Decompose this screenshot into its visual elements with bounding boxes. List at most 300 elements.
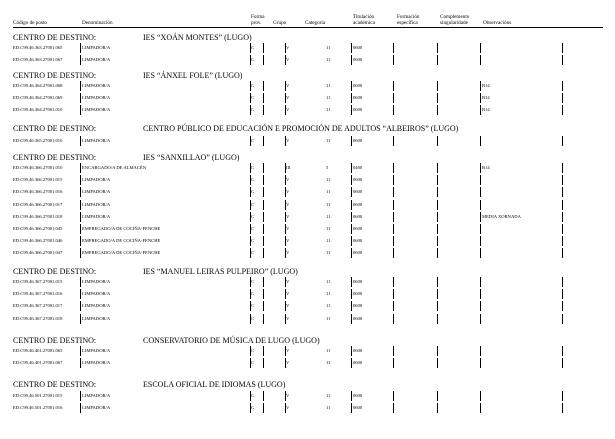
column-divider bbox=[480, 200, 481, 210]
post-code: ED.C99.46.366.27001.017 bbox=[13, 201, 63, 207]
column-divider bbox=[351, 358, 352, 368]
post-titulacion: 0600 bbox=[353, 393, 363, 398]
post-grupo: V bbox=[286, 83, 290, 88]
post-categoria: 11 bbox=[326, 250, 331, 256]
post-row bbox=[13, 357, 603, 369]
column-divider bbox=[562, 224, 563, 234]
post-grupo: V bbox=[286, 303, 290, 309]
post-forma-prov: C bbox=[251, 393, 255, 398]
column-divider bbox=[562, 187, 563, 197]
column-divider bbox=[263, 314, 264, 324]
post-grupo: V bbox=[286, 348, 290, 353]
column-divider bbox=[80, 187, 81, 197]
post-categoria: 11 bbox=[326, 360, 331, 366]
column-divider bbox=[480, 175, 481, 185]
column-divider bbox=[393, 236, 394, 246]
column-divider bbox=[437, 81, 438, 91]
post-denomination: LIMPADOR/A bbox=[82, 57, 111, 63]
column-divider bbox=[393, 81, 394, 91]
column-divider bbox=[480, 314, 481, 324]
column-divider bbox=[562, 43, 563, 53]
post-row bbox=[13, 42, 603, 54]
column-divider bbox=[80, 391, 81, 401]
post-grupo: V bbox=[286, 177, 290, 183]
header-forma-line1: Forma bbox=[251, 14, 265, 20]
column-divider bbox=[263, 301, 264, 311]
post-forma-prov: C bbox=[251, 303, 255, 309]
post-code: ED.C99.46.366.27001.016 bbox=[13, 189, 63, 195]
post-titulacion: 0600 bbox=[353, 226, 363, 231]
post-denomination: LIMPADOR/A bbox=[82, 348, 111, 353]
post-titulacion: 0600 bbox=[353, 201, 363, 207]
post-grupo: V bbox=[286, 250, 290, 256]
column-divider bbox=[263, 346, 264, 356]
column-divider bbox=[437, 55, 438, 65]
column-divider bbox=[437, 187, 438, 197]
column-divider bbox=[263, 289, 264, 299]
post-titulacion: 0600 bbox=[353, 45, 363, 50]
post-titulacion: 0600 bbox=[353, 95, 363, 101]
column-divider bbox=[351, 105, 352, 115]
center-name: ESCOLA OFICIAL DE IDIOMAS (LUGO) bbox=[143, 380, 286, 389]
post-titulacion: 0600 bbox=[353, 250, 363, 256]
center-heading bbox=[13, 153, 603, 162]
post-row bbox=[13, 135, 603, 147]
post-denomination: LIMPADOR/A bbox=[82, 201, 111, 207]
post-titulacion: 0600 bbox=[353, 107, 363, 113]
post-row bbox=[13, 211, 603, 223]
column-divider bbox=[351, 236, 352, 246]
post-denomination: LIMPADOR/A bbox=[82, 45, 111, 50]
center-heading bbox=[13, 71, 603, 80]
post-forma-prov: C bbox=[251, 189, 255, 195]
post-titulacion: 0600 bbox=[353, 238, 363, 244]
post-titulacion: 0600 bbox=[353, 83, 363, 88]
column-divider bbox=[263, 236, 264, 246]
post-grupo: V bbox=[286, 360, 290, 366]
post-grupo: V bbox=[286, 405, 290, 411]
post-forma-prov: C bbox=[251, 201, 255, 207]
post-categoria: 11 bbox=[326, 303, 331, 309]
center-label: CENTRO DE DESTINO: bbox=[13, 380, 97, 389]
column-divider bbox=[437, 289, 438, 299]
post-forma-prov: C bbox=[251, 57, 255, 63]
center-label: CENTRO DE DESTINO: bbox=[13, 33, 97, 42]
column-divider bbox=[480, 93, 481, 103]
center-name: IES “ÁNXEL FOLE” (LUGO) bbox=[143, 71, 243, 80]
post-grupo: V bbox=[286, 393, 290, 398]
post-row bbox=[13, 199, 603, 211]
post-row bbox=[13, 104, 603, 116]
column-divider bbox=[393, 55, 394, 65]
column-divider bbox=[480, 391, 481, 401]
column-divider bbox=[393, 163, 394, 173]
post-code: ED.C99.46.366.27001.015 bbox=[13, 177, 63, 183]
post-code: ED.C99.46.366.27001.018 bbox=[13, 213, 63, 219]
column-divider bbox=[437, 93, 438, 103]
post-forma-prov: C bbox=[251, 250, 255, 256]
post-forma-prov: C bbox=[251, 226, 255, 231]
post-grupo: V bbox=[286, 226, 290, 231]
column-divider bbox=[80, 81, 81, 91]
column-divider bbox=[437, 224, 438, 234]
post-titulacion: 0600 bbox=[353, 279, 363, 284]
post-categoria: 11 bbox=[326, 315, 331, 321]
post-row bbox=[13, 235, 603, 247]
center-label: CENTRO DE DESTINO: bbox=[13, 267, 97, 276]
post-code: ED.C99.46.367.27001.016 bbox=[13, 291, 63, 297]
post-forma-prov: C bbox=[251, 45, 255, 50]
column-divider bbox=[437, 277, 438, 287]
header-codigo: Código de posto bbox=[13, 20, 48, 26]
post-forma-prov: C bbox=[251, 279, 255, 284]
header-complemento-line1: Complemento bbox=[440, 14, 470, 20]
post-code: ED.C99.46.365.27001.010 bbox=[13, 138, 63, 143]
post-forma-prov: C bbox=[251, 83, 255, 88]
column-divider bbox=[480, 187, 481, 197]
post-denomination: LIMPADOR/A bbox=[82, 303, 111, 309]
header-titulacion-line1: Titulación bbox=[353, 14, 375, 20]
column-divider bbox=[351, 391, 352, 401]
column-divider bbox=[480, 289, 481, 299]
center-label: CENTRO DE DESTINO: bbox=[13, 71, 97, 80]
column-divider bbox=[393, 403, 394, 413]
post-code: ED.C99.46.401.27001.065 bbox=[13, 348, 63, 353]
column-divider bbox=[393, 93, 394, 103]
post-code: ED.C99.46.367.27001.018 bbox=[13, 315, 63, 321]
column-divider bbox=[80, 136, 81, 146]
post-categoria: 11 bbox=[326, 279, 331, 284]
post-titulacion: 0600 bbox=[353, 177, 363, 183]
post-titulacion: 0400 bbox=[353, 165, 363, 170]
column-divider bbox=[480, 236, 481, 246]
post-grupo: III bbox=[286, 165, 291, 170]
column-divider bbox=[562, 212, 563, 222]
column-divider bbox=[80, 224, 81, 234]
column-divider bbox=[562, 136, 563, 146]
column-divider bbox=[437, 314, 438, 324]
column-divider bbox=[437, 175, 438, 185]
post-code: ED.C99.46.367.27001.017 bbox=[13, 303, 63, 309]
post-observaciones: B14 bbox=[482, 165, 490, 170]
column-divider bbox=[480, 403, 481, 413]
post-grupo: V bbox=[286, 201, 290, 207]
center-name: CENTRO PÚBLICO DE EDUCACIÓN E PROMOCIÓN DE ADULTOS “ALBEIROS” (LUGO) bbox=[143, 124, 459, 133]
post-categoria: 11 bbox=[326, 393, 331, 398]
header-formacion-line2: específica bbox=[397, 20, 418, 26]
post-denomination: LIMPADOR/A bbox=[82, 95, 111, 101]
post-titulacion: 0600 bbox=[353, 315, 363, 321]
post-row bbox=[13, 186, 603, 198]
post-row bbox=[13, 390, 603, 402]
column-divider bbox=[80, 358, 81, 368]
post-denomination: LIMPADOR/A bbox=[82, 393, 111, 398]
post-denomination: LIMPADOR/A bbox=[82, 138, 111, 143]
column-divider bbox=[480, 248, 481, 258]
center-heading bbox=[13, 336, 603, 345]
post-forma-prov: C bbox=[251, 213, 255, 219]
column-divider bbox=[80, 163, 81, 173]
column-divider bbox=[393, 136, 394, 146]
column-divider bbox=[351, 175, 352, 185]
center-label: CENTRO DE DESTINO: bbox=[13, 124, 97, 133]
column-divider bbox=[80, 289, 81, 299]
post-categoria: 11 bbox=[326, 213, 331, 219]
column-divider bbox=[80, 93, 81, 103]
column-divider bbox=[351, 187, 352, 197]
column-divider bbox=[393, 212, 394, 222]
post-forma-prov: C bbox=[251, 138, 255, 143]
post-observaciones: B14 bbox=[482, 95, 490, 101]
column-divider bbox=[351, 93, 352, 103]
post-categoria: 11 bbox=[326, 57, 331, 63]
post-code: ED.C99.46.366.27001.045 bbox=[13, 226, 63, 231]
column-divider bbox=[263, 224, 264, 234]
column-divider bbox=[437, 136, 438, 146]
post-row bbox=[13, 80, 603, 92]
post-grupo: V bbox=[286, 107, 290, 113]
post-denomination: LIMPADOR/A bbox=[82, 83, 111, 88]
column-divider bbox=[263, 81, 264, 91]
post-forma-prov: C bbox=[251, 238, 255, 244]
post-row bbox=[13, 92, 603, 104]
post-denomination: EMPREGADO/A DE COCIÑA-FENCHE bbox=[82, 250, 161, 256]
column-divider bbox=[351, 289, 352, 299]
post-titulacion: 0600 bbox=[353, 189, 363, 195]
column-divider bbox=[351, 301, 352, 311]
column-divider bbox=[562, 105, 563, 115]
center-heading bbox=[13, 267, 603, 276]
column-divider bbox=[437, 358, 438, 368]
column-divider bbox=[393, 175, 394, 185]
column-divider bbox=[263, 403, 264, 413]
column-divider bbox=[80, 175, 81, 185]
center-name: IES “SANXILLAO” (LUGO) bbox=[143, 153, 240, 162]
post-grupo: V bbox=[286, 213, 290, 219]
column-divider bbox=[393, 187, 394, 197]
post-forma-prov: C bbox=[251, 315, 255, 321]
post-titulacion: 0600 bbox=[353, 57, 363, 63]
column-divider bbox=[263, 187, 264, 197]
column-divider bbox=[437, 105, 438, 115]
post-row bbox=[13, 247, 603, 259]
post-forma-prov: C bbox=[251, 360, 255, 366]
column-divider bbox=[393, 200, 394, 210]
post-row bbox=[13, 276, 603, 288]
column-divider bbox=[437, 43, 438, 53]
column-divider bbox=[351, 136, 352, 146]
column-divider bbox=[263, 105, 264, 115]
post-code: ED.C99.46.367.27001.015 bbox=[13, 279, 63, 284]
column-divider bbox=[351, 403, 352, 413]
post-row bbox=[13, 313, 603, 325]
center-label: CENTRO DE DESTINO: bbox=[13, 336, 97, 345]
column-divider bbox=[562, 248, 563, 258]
header-grupo: Grupo bbox=[273, 20, 287, 26]
column-divider bbox=[351, 248, 352, 258]
column-divider bbox=[263, 248, 264, 258]
column-divider bbox=[480, 136, 481, 146]
column-divider bbox=[480, 81, 481, 91]
column-divider bbox=[393, 391, 394, 401]
column-divider bbox=[562, 358, 563, 368]
column-divider bbox=[80, 105, 81, 115]
post-grupo: V bbox=[286, 189, 290, 195]
column-divider bbox=[351, 200, 352, 210]
post-denomination: EMPREGADO/A DE COCIÑA-FENCHE bbox=[82, 238, 161, 244]
post-denomination: LIMPADOR/A bbox=[82, 291, 111, 297]
header-denominacion: Denominación bbox=[82, 20, 113, 26]
post-titulacion: 0600 bbox=[353, 405, 363, 411]
column-divider bbox=[263, 212, 264, 222]
post-code: ED.C99.46.363.27001.067 bbox=[13, 57, 63, 63]
post-denomination: EMPREGADO/A DE COCIÑA-FENCHE bbox=[82, 226, 161, 231]
post-grupo: V bbox=[286, 57, 290, 63]
column-divider bbox=[393, 301, 394, 311]
post-titulacion: 0600 bbox=[353, 348, 363, 353]
column-divider bbox=[437, 163, 438, 173]
column-divider bbox=[351, 212, 352, 222]
post-code: ED.C99.46.501.27001.016 bbox=[13, 405, 63, 411]
post-categoria: 11 bbox=[326, 95, 331, 101]
post-row bbox=[13, 174, 603, 186]
post-code: ED.C99.46.363.27001.065 bbox=[13, 45, 63, 50]
post-denomination: LIMPADOR/A bbox=[82, 189, 111, 195]
post-denomination: LIMPADOR/A bbox=[82, 213, 111, 219]
column-divider bbox=[480, 346, 481, 356]
column-divider bbox=[351, 43, 352, 53]
column-divider bbox=[80, 55, 81, 65]
post-categoria: 11 bbox=[326, 348, 331, 353]
column-divider bbox=[393, 224, 394, 234]
column-divider bbox=[263, 358, 264, 368]
post-denomination: LIMPADOR/A bbox=[82, 405, 111, 411]
column-divider bbox=[480, 358, 481, 368]
column-divider bbox=[562, 236, 563, 246]
center-name: IES “MANUEL LEIRAS PULPEIRO” (LUGO) bbox=[143, 267, 298, 276]
column-divider bbox=[480, 163, 481, 173]
column-divider bbox=[393, 314, 394, 324]
column-divider bbox=[80, 314, 81, 324]
post-titulacion: 0600 bbox=[353, 360, 363, 366]
column-divider bbox=[562, 175, 563, 185]
post-row bbox=[13, 345, 603, 357]
column-divider bbox=[562, 314, 563, 324]
post-denomination: LIMPADOR/A bbox=[82, 177, 111, 183]
post-titulacion: 0600 bbox=[353, 291, 363, 297]
center-name: IES “XOÁN MONTES” (LUGO) bbox=[143, 33, 252, 42]
post-row bbox=[13, 288, 603, 300]
column-divider bbox=[562, 81, 563, 91]
column-divider bbox=[562, 55, 563, 65]
column-divider bbox=[480, 301, 481, 311]
post-grupo: V bbox=[286, 138, 290, 143]
post-code: ED.C99.46.401.27001.067 bbox=[13, 360, 63, 366]
post-grupo: V bbox=[286, 315, 290, 321]
column-divider bbox=[562, 200, 563, 210]
column-divider bbox=[480, 105, 481, 115]
post-observaciones: B14 bbox=[482, 83, 490, 88]
column-divider bbox=[393, 248, 394, 258]
post-grupo: V bbox=[286, 279, 290, 284]
post-categoria: 5 bbox=[326, 165, 329, 170]
column-divider bbox=[80, 277, 81, 287]
post-denomination: LIMPADOR/A bbox=[82, 279, 111, 284]
column-divider bbox=[393, 346, 394, 356]
post-titulacion: 0600 bbox=[353, 138, 363, 143]
post-categoria: 11 bbox=[326, 189, 331, 195]
post-code: ED.C99.46.364.27001.068 bbox=[13, 83, 63, 88]
column-divider bbox=[437, 346, 438, 356]
column-divider bbox=[80, 248, 81, 258]
post-code: ED.C99.46.366.27001.047 bbox=[13, 250, 63, 256]
center-heading bbox=[13, 380, 603, 389]
column-divider bbox=[393, 105, 394, 115]
column-divider bbox=[263, 93, 264, 103]
column-divider bbox=[263, 55, 264, 65]
post-observaciones: B14 bbox=[482, 107, 490, 113]
post-row bbox=[13, 402, 603, 414]
post-code: ED.C99.46.366.27001.046 bbox=[13, 238, 63, 244]
header-titulacion-line2: académica bbox=[353, 20, 375, 26]
center-heading bbox=[13, 124, 603, 133]
column-divider bbox=[480, 55, 481, 65]
center-name: CONSERVATORIO DE MÚSICA DE LUGO (LUGO) bbox=[143, 336, 320, 345]
column-divider bbox=[263, 200, 264, 210]
center-heading bbox=[13, 33, 603, 42]
column-divider bbox=[80, 236, 81, 246]
header-categoria: Categoría bbox=[305, 20, 326, 26]
column-divider bbox=[562, 277, 563, 287]
column-divider bbox=[562, 163, 563, 173]
column-divider bbox=[351, 163, 352, 173]
column-divider bbox=[562, 289, 563, 299]
post-titulacion: 0600 bbox=[353, 303, 363, 309]
column-divider bbox=[562, 301, 563, 311]
column-divider bbox=[263, 163, 264, 173]
post-categoria: 11 bbox=[326, 405, 331, 411]
post-forma-prov: C bbox=[251, 95, 255, 101]
column-divider bbox=[351, 314, 352, 324]
header-formacion-line1: Formación bbox=[397, 14, 420, 20]
post-forma-prov: C bbox=[251, 291, 255, 297]
post-denomination: LIMPADOR/A bbox=[82, 107, 111, 113]
column-divider bbox=[393, 43, 394, 53]
post-code: ED.C99.46.364.27001.010 bbox=[13, 107, 63, 113]
column-divider bbox=[351, 224, 352, 234]
post-observaciones: MEDIA XORNADA bbox=[482, 213, 521, 219]
column-divider bbox=[437, 200, 438, 210]
column-divider bbox=[480, 224, 481, 234]
post-code: ED.C99.46.501.27001.015 bbox=[13, 393, 63, 398]
header-complemento-line2: singularidade bbox=[440, 20, 468, 26]
post-forma-prov: C bbox=[251, 107, 255, 113]
post-row bbox=[13, 54, 603, 66]
column-divider bbox=[80, 43, 81, 53]
post-forma-prov: C bbox=[251, 348, 255, 353]
column-divider bbox=[351, 277, 352, 287]
post-row bbox=[13, 223, 603, 235]
column-divider bbox=[437, 248, 438, 258]
post-grupo: V bbox=[286, 95, 290, 101]
post-forma-prov: C bbox=[251, 405, 255, 411]
post-code: ED.C99.46.366.27001.010 bbox=[13, 165, 63, 170]
post-grupo: V bbox=[286, 291, 290, 297]
post-row bbox=[13, 300, 603, 312]
column-divider bbox=[263, 136, 264, 146]
post-categoria: 11 bbox=[326, 138, 331, 143]
column-divider bbox=[393, 289, 394, 299]
